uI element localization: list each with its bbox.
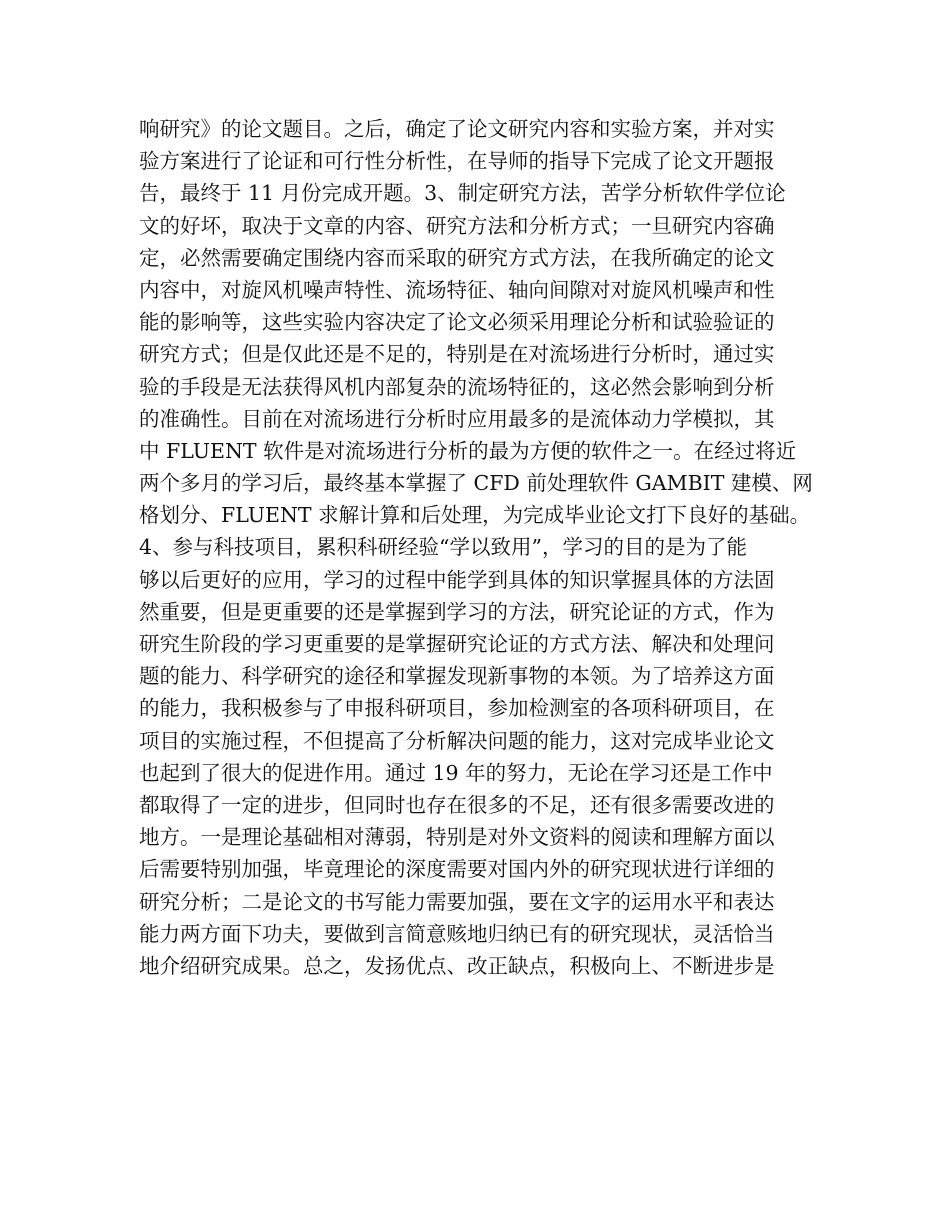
text-line-22: 都取得了一定的进步，但同时也存在很多的不足，还有很多需要改进的: [139, 792, 775, 817]
text-line-17: 研究生阶段的学习更重要的是掌握研究论证的方式方法、解决和处理问: [139, 632, 775, 656]
body-text: [139, 113, 829, 982]
text-line-7: 能的影响等，这些实验内容决定了论文必须采用理论分析和试验验证的: [139, 310, 775, 335]
text-line-4: 文的好坏，取决于文章的内容、研究方法和分析方式；一旦研究内容确: [139, 213, 775, 238]
text-line-14: 4、参与科技项目，累积科研经验“学以致用”，学习的目的是为了能: [139, 535, 748, 560]
text-line-1: 响研究》的论文题目。之后，确定了论文研究内容和实验方案，并对实: [139, 117, 775, 141]
text-line-23: 地方。一是理论基础相对薄弱，特别是对外文资料的阅读和理解方面以: [139, 825, 775, 850]
text-line-2: 验方案进行了论证和可行性分析性，在导师的指导下完成了论文开题报: [139, 149, 775, 174]
text-line-13: 格划分、FLUENT 求解计算和后处理，为完成毕业论文打下良好的基础。: [139, 503, 811, 528]
text-line-26: 能力两方面下功夫，要做到言简意赅地归纳已有的研究现状，灵活恰当: [139, 921, 775, 946]
text-line-19: 的能力，我积极参与了申报科研项目，参加检测室的各项科研项目，在: [139, 696, 775, 721]
text-line-3: 告，最终于 11 月份完成开题。3、制定研究方法，苦学分析软件学位论: [139, 181, 786, 206]
text-line-8: 研究方式；但是仅此还是不足的，特别是在对流场进行分析时，通过实: [139, 342, 775, 367]
text-line-18: 题的能力、科学研究的途径和掌握发现新事物的本领。为了培养这方面: [139, 664, 775, 689]
text-line-16: 然重要，但是更重要的还是掌握到学习的方法，研究论证的方式，作为: [139, 599, 775, 624]
text-line-21: 也起到了很大的促进作用。通过 19 年的努力，无论在学习还是工作中: [139, 760, 773, 785]
text-line-24: 后需要特别加强，毕竟理论的深度需要对国内外的研究现状进行详细的: [139, 857, 775, 882]
text-line-5: 定，必然需要确定围绕内容而采取的研究方式方法，在我所确定的论文: [139, 245, 775, 270]
text-line-15: 够以后更好的应用，学习的过程中能学到具体的知识掌握具体的方法固: [139, 567, 775, 592]
text-line-27: 地介绍研究成果。总之，发扬优点、改正缺点，积极向上、不断进步是: [139, 953, 775, 978]
text-line-11: 中 FLUENT 软件是对流场进行分析的最为方便的软件之一。在经过将近: [139, 438, 797, 463]
text-line-20: 项目的实施过程，不但提高了分析解决问题的能力，这对完成毕业论文: [139, 728, 775, 753]
text-line-12: 两个多月的学习后，最终基本掌握了 CFD 前处理软件 GAMBIT 建模、网: [139, 471, 813, 496]
text-line-9: 验的手段是无法获得风机内部复杂的流场特征的，这必然会影响到分析: [139, 374, 775, 399]
text-line-6: 内容中，对旋风机噪声特性、流场特征、轴向间隙对对旋风机噪声和性: [139, 277, 775, 302]
text-line-25: 研究分析；二是论文的书写能力需要加强，要在文字的运用水平和表达: [139, 889, 775, 914]
text-line-10: 的准确性。目前在对流场进行分析时应用最多的是流体动力学模拟，其: [139, 406, 775, 431]
